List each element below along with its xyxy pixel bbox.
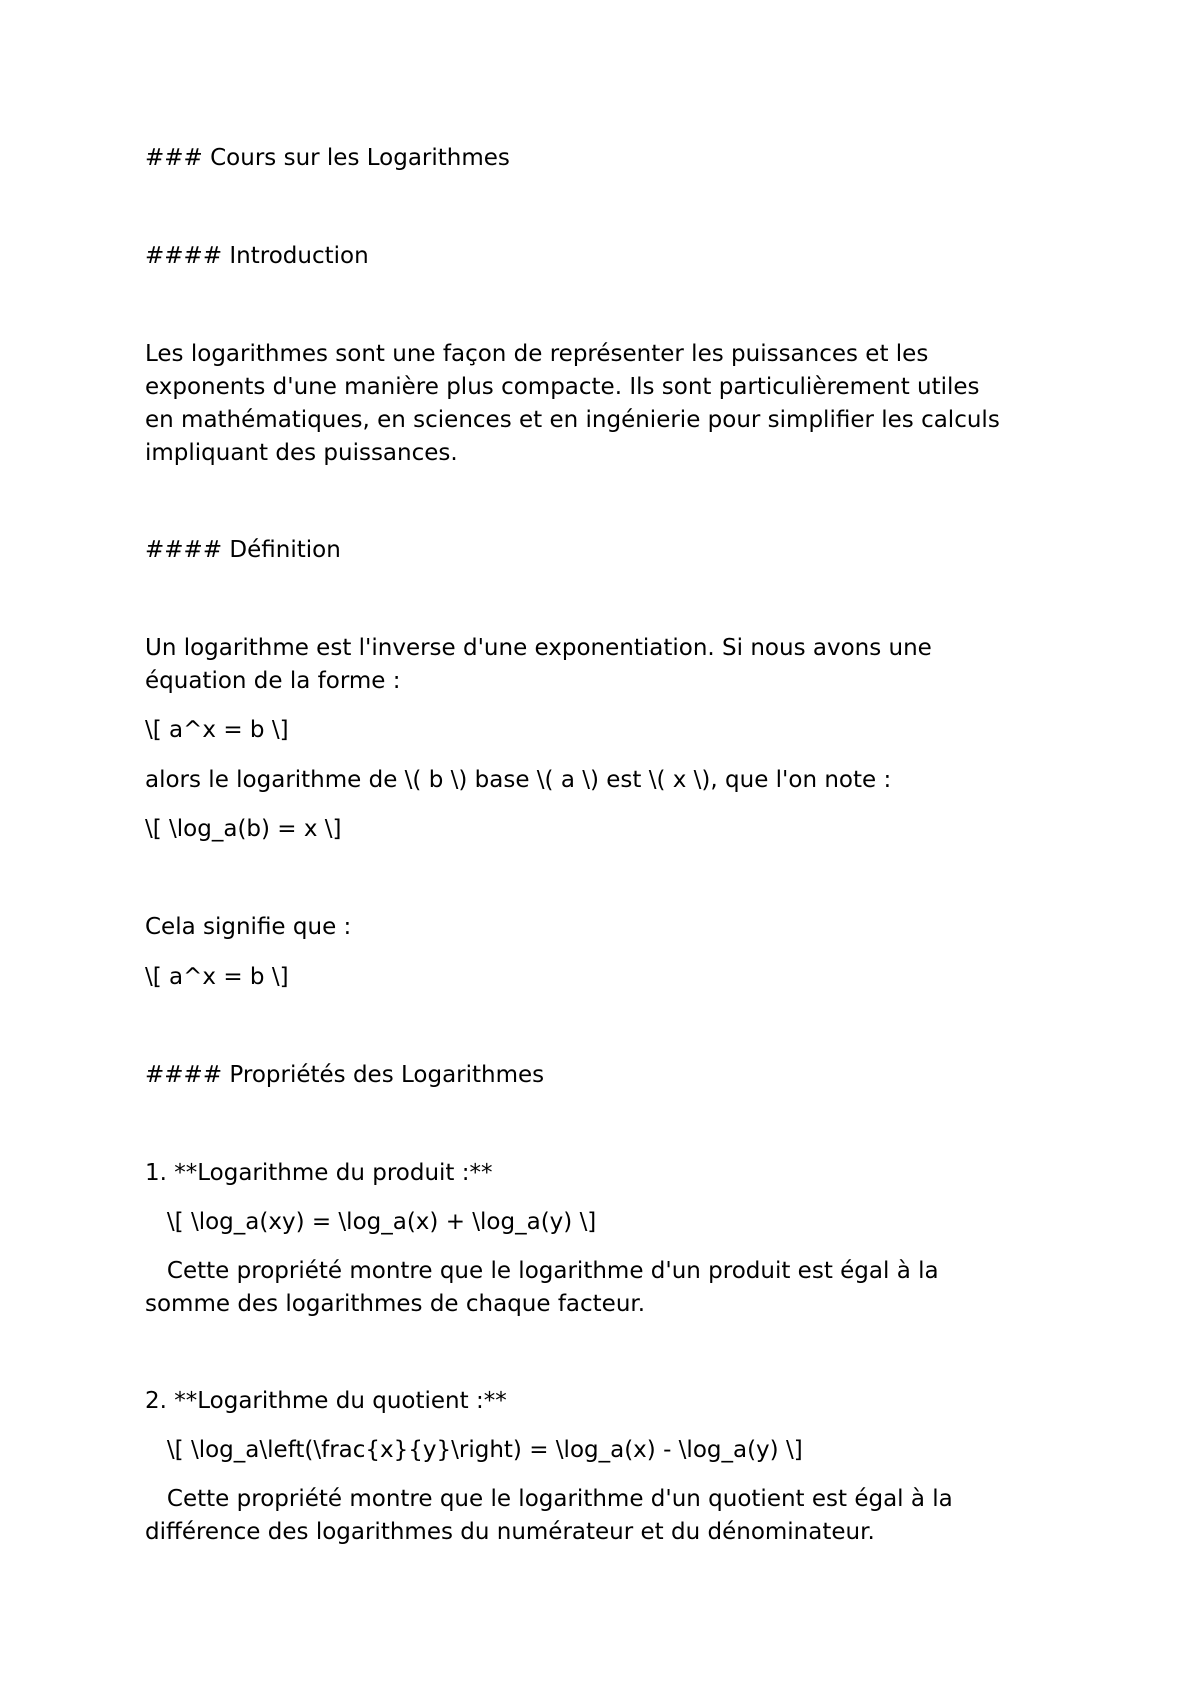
property-1-equation: \[ \log_a(xy) = \log_a(x) + \log_a(y) \]	[145, 1209, 597, 1235]
intro-paragraph-line: exponents d'une manière plus compacte. Ils sont particulièrement utiles	[145, 374, 980, 400]
property-2-description-line: différence des logarithmes du numérateur et du dénominateur.	[145, 1519, 875, 1545]
equation-line: \[ \log_a(b) = x \]	[145, 816, 342, 842]
property-1-description-line: Cette propriété montre que le logarithme d'un produit est égal à la	[145, 1258, 939, 1284]
intro-paragraph-line: impliquant des puissances.	[145, 440, 458, 466]
definition-then-line: alors le logarithme de \( b \) base \( a \) est \( x \), que l'on note :	[145, 767, 892, 793]
property-1-title: 1. **Logarithme du produit :**	[145, 1160, 493, 1186]
document-title: ### Cours sur les Logarithmes	[145, 145, 510, 171]
intro-heading: #### Introduction	[145, 243, 369, 269]
equation-line: \[ a^x = b \]	[145, 717, 289, 743]
intro-paragraph-line: Les logarithmes sont une façon de représenter les puissances et les	[145, 341, 929, 367]
equation-line: \[ a^x = b \]	[145, 964, 289, 990]
definition-paragraph-line: Un logarithme est l'inverse d'une exponentiation. Si nous avons une	[145, 635, 932, 661]
definition-paragraph-line: équation de la forme :	[145, 668, 401, 694]
definition-heading: #### Définition	[145, 537, 341, 563]
intro-paragraph-line: en mathématiques, en sciences et en ingénierie pour simplifier les calculs	[145, 407, 1000, 433]
property-2-title: 2. **Logarithme du quotient :**	[145, 1388, 507, 1414]
means-line: Cela signifie que :	[145, 914, 352, 940]
property-1-description-line: somme des logarithmes de chaque facteur.	[145, 1291, 646, 1317]
properties-heading: #### Propriétés des Logarithmes	[145, 1062, 545, 1088]
property-2-description-line: Cette propriété montre que le logarithme d'un quotient est égal à la	[145, 1486, 953, 1512]
property-2-equation: \[ \log_a\left(\frac{x}{y}\right) = \log_a(x) - \log_a(y) \]	[145, 1437, 803, 1463]
